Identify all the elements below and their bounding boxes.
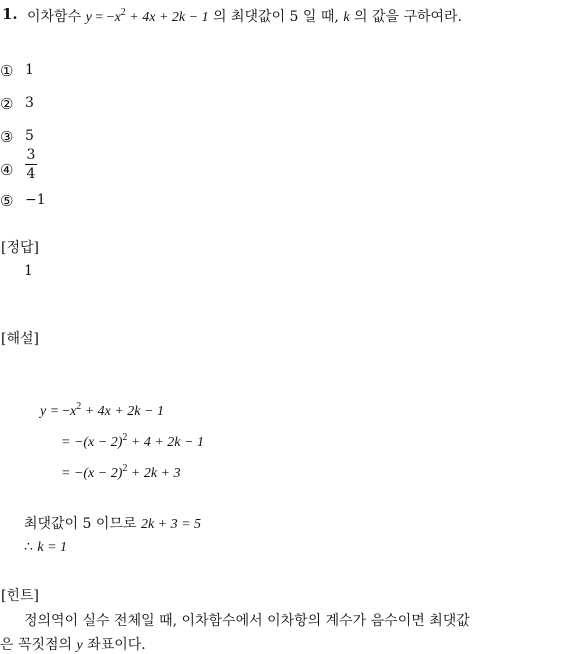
- solution-line-5: [24, 539, 67, 556]
- eq1-rhs-a: = −: [50, 404, 70, 419]
- question-func-x: x: [114, 10, 121, 25]
- choice-text-3[interactable]: 5: [25, 128, 34, 144]
- question-func-eq: = −: [91, 10, 115, 25]
- answer-value: 1: [24, 263, 33, 279]
- choice-marker-3: ③: [0, 128, 14, 146]
- eq1-lhs: y: [40, 404, 47, 419]
- choice-marker-1: ①: [0, 62, 14, 80]
- choice-text-2[interactable]: 3: [25, 95, 34, 111]
- line4-math: 2k + 3 = 5: [140, 517, 202, 532]
- hint-line-2: [0, 634, 146, 654]
- eq1-pow: 2: [76, 401, 82, 412]
- fraction-numerator: 3: [26, 147, 36, 163]
- choice-text-1[interactable]: 1: [25, 62, 34, 78]
- solution-line-4: [24, 513, 201, 533]
- solution-equation-2: [61, 434, 204, 451]
- question-func-lhs: y: [85, 10, 92, 25]
- fraction-bar: [25, 164, 37, 165]
- choice-text-5[interactable]: −1: [25, 192, 46, 208]
- question-func-rest: + 4x + 2k − 1: [125, 10, 209, 25]
- eq3-b: + 2k + 3: [127, 466, 181, 481]
- solution-equation-1: [40, 403, 164, 420]
- eq1-rhs-b: + 4x + 2k − 1: [81, 404, 164, 419]
- hint-line2-a: 은 꼭짓점의: [0, 637, 73, 653]
- hint-line2-var: y: [76, 638, 83, 653]
- question-number: 1.: [2, 5, 18, 23]
- eq1-x: x: [69, 404, 77, 419]
- hint-line2-b: 좌표이다.: [87, 637, 146, 653]
- choice-fraction: [25, 148, 37, 181]
- eq3-a: = −(x − 2): [61, 466, 123, 481]
- answer-label: [정답]: [1, 240, 39, 256]
- choice-text-4[interactable]: [25, 147, 37, 181]
- choice-marker-4: ④: [0, 161, 14, 179]
- question-middle: 의 최댓값이 5 일 때,: [213, 9, 339, 25]
- eq2-a: = −(x − 2): [61, 435, 123, 450]
- eq3-pow: 2: [122, 463, 128, 474]
- hint-label: [힌트]: [1, 588, 39, 604]
- line4-text: 최댓값이 5 이므로: [24, 516, 137, 532]
- question-suffix: 의 값을 구하여라.: [353, 9, 463, 25]
- line5-math: k = 1: [37, 540, 68, 555]
- therefore-symbol: ∴: [24, 540, 33, 555]
- solution-equation-3: [61, 465, 181, 482]
- eq2-b: + 4 + 2k − 1: [127, 435, 204, 450]
- fraction-denominator: 4: [26, 165, 36, 182]
- eq2-pow: 2: [122, 432, 128, 443]
- question-prefix: 이차함수: [27, 9, 82, 25]
- hint-line-1: 정의역이 실수 전체일 때, 이차함수에서 이차항의 계수가 음수이면 최댓값: [24, 613, 470, 629]
- solution-label: [해설]: [1, 331, 39, 347]
- choice-marker-5: ⑤: [0, 192, 14, 210]
- choice-marker-2: ②: [0, 95, 14, 113]
- question-func-pow: 2: [120, 7, 126, 18]
- question-text: [27, 6, 462, 26]
- question-var-k: k: [343, 10, 350, 25]
